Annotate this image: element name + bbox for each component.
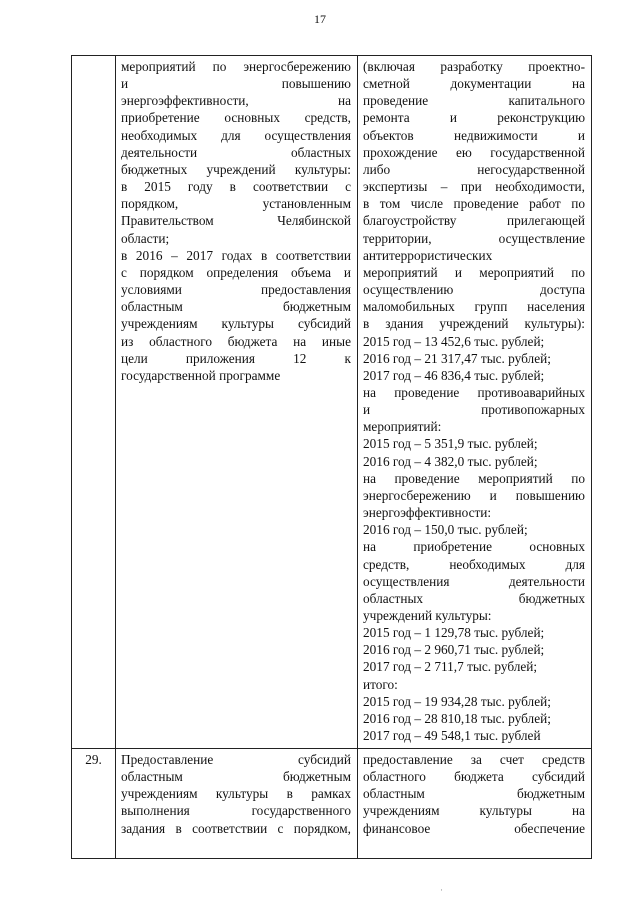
text-line: (включая разработку проектно- [363, 59, 585, 74]
program-table [71, 55, 592, 859]
text-line: и противопожарных [363, 402, 585, 418]
funding-details [363, 751, 585, 837]
text-line: бюджетных учреждений культуры: [121, 161, 351, 177]
text-line: экспертизы – при необходимости, [363, 179, 585, 195]
text-line: благоустройству прилегающей [363, 213, 585, 229]
measure-description [121, 58, 351, 384]
text-line: в том числе проведение работ по [363, 196, 585, 212]
text-line: прохождение ею государственной [363, 144, 585, 160]
text-line: мероприятий: [363, 419, 442, 435]
text-line: предоставление за счет средств [363, 752, 585, 767]
text-line: учреждениям культуры субсидий [121, 316, 351, 332]
text-line: энергосбережению и повышению [363, 487, 585, 503]
text-line: средств, необходимых для [363, 556, 585, 572]
text-line: ремонта и реконструкцию [363, 110, 585, 126]
text-line: осуществления деятельности [363, 573, 585, 589]
text-line: 2015 год – 5 351,9 тыс. рублей; [363, 436, 538, 452]
text-line: энергоэффективности, на [121, 93, 351, 109]
text-line: и повышению [121, 76, 351, 92]
text-line: маломобильных групп населения [363, 299, 585, 315]
text-line: финансовое обеспечение [363, 820, 585, 836]
funding-details [363, 58, 585, 744]
text-line: антитеррористических [363, 247, 493, 263]
text-line: деятельности областных [121, 144, 351, 160]
text-line: условиями предоставления [121, 282, 351, 298]
text-line: мероприятий и мероприятий по [363, 264, 585, 280]
funding-details-cell [358, 56, 592, 749]
text-line: в здания учреждений культуры): [363, 316, 585, 332]
text-line: сметной документации на [363, 76, 585, 92]
text-line: области; [121, 230, 170, 246]
text-line: 2017 год – 49 548,1 тыс. рублей [363, 728, 541, 744]
text-line: 2016 год – 28 810,18 тыс. рублей; [363, 710, 551, 726]
text-line: областных бюджетных [363, 590, 585, 606]
text-line: учреждениям культуры в рамках [121, 786, 351, 802]
text-line: 2016 год – 150,0 тыс. рублей; [363, 522, 528, 538]
text-line: необходимых для осуществления [121, 127, 351, 143]
text-line: задания в соответствии с порядком, [121, 820, 351, 836]
text-line: 2017 год – 2 711,7 тыс. рублей; [363, 659, 538, 675]
text-line: цели приложения 12 к [121, 350, 351, 366]
measure-description-cell [116, 749, 358, 859]
text-line: Предоставление субсидий [121, 752, 351, 767]
scan-dot: · [440, 885, 443, 895]
text-line: областного бюджета субсидий [363, 769, 585, 785]
text-line: либо негосударственной [363, 161, 585, 177]
text-line: территории, осуществление [363, 230, 585, 246]
text-line: 2015 год – 19 934,28 тыс. рублей; [363, 693, 551, 709]
text-line: выполнения государственного [121, 803, 351, 819]
text-line: на проведение противоаварийных [363, 384, 585, 400]
text-line: областным бюджетным [121, 299, 351, 315]
page-number: 17 [314, 12, 326, 26]
text-line: 2017 год – 46 836,4 тыс. рублей; [363, 367, 545, 383]
text-line: 2016 год – 21 317,47 тыс. рублей; [363, 350, 551, 366]
text-line: в 2015 году в соответствии с [121, 179, 351, 195]
text-line: энергоэффективности: [363, 505, 492, 521]
text-line: учреждений культуры: [363, 608, 492, 623]
text-line: государственной программе [121, 367, 281, 383]
text-line: итого: [363, 676, 398, 692]
text-line: из областного бюджета на иные [121, 333, 351, 349]
text-line: с порядком определения объема и [121, 264, 351, 280]
row-number-cell [72, 749, 116, 859]
text-line: приобретение основных средств, [121, 110, 351, 126]
measure-description-cell [116, 56, 358, 749]
text-line: в 2016 – 2017 годах в соответствии [121, 247, 351, 263]
table-row [72, 56, 592, 749]
text-line: 2015 год – 13 452,6 тыс. рублей; [363, 333, 545, 349]
text-line: объектов недвижимости и [363, 127, 585, 143]
row-number-cell [72, 56, 116, 749]
funding-details-cell [358, 749, 592, 859]
measure-description [121, 751, 351, 837]
text-line: 2016 год – 2 960,71 тыс. рублей; [363, 642, 545, 658]
text-line: учреждениям культуры на [363, 803, 585, 819]
text-line: 2015 год – 1 129,78 тыс. рублей; [363, 625, 545, 641]
text-line: осуществлению доступа [363, 282, 585, 298]
row-number: 29. [85, 752, 102, 767]
text-line: областным бюджетным [121, 769, 351, 785]
text-line: на приобретение основных [363, 539, 585, 555]
text-line: порядком, установленным [121, 196, 351, 212]
text-line: областным бюджетным [363, 786, 585, 802]
text-line: на проведение мероприятий по [363, 470, 585, 486]
text-line: мероприятий по энергосбережению [121, 59, 351, 74]
text-line: Правительством Челябинской [121, 213, 351, 229]
text-line: проведение капитального [363, 93, 585, 109]
table-row [72, 749, 592, 859]
text-line: 2016 год – 4 382,0 тыс. рублей; [363, 453, 538, 469]
